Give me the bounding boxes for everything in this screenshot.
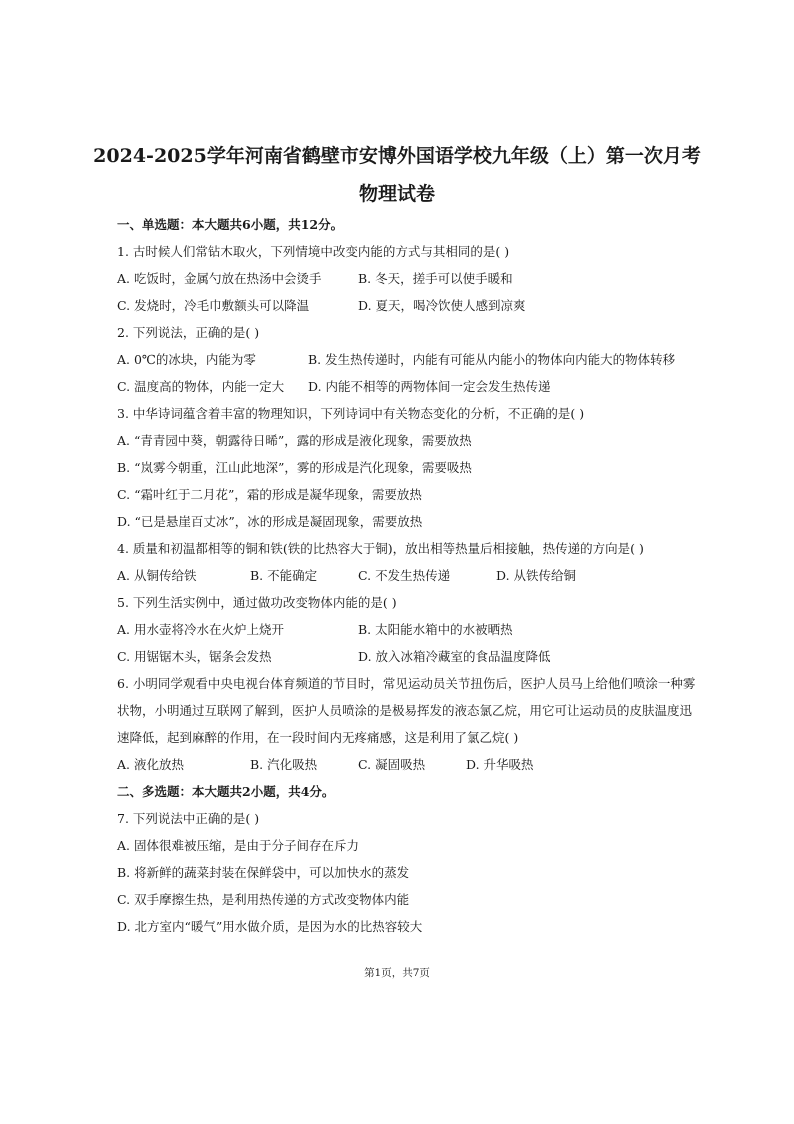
question-7-option-a: A. 固体很难被压缩，是由于分子间存在斥力 (117, 838, 359, 853)
question-5-option-a: A. 用水壶将冷水在火炉上烧开 (117, 622, 284, 637)
question-5-option-d: D. 放入冰箱冷藏室的食品温度降低 (358, 649, 551, 664)
question-1-option-b: B. 冬天，搓手可以使手暖和 (358, 271, 513, 286)
question-4-option-b: B. 不能确定 (250, 568, 318, 583)
question-6-option-d: D. 升华吸热 (466, 757, 534, 772)
question-4-option-a: A. 从铜传给铁 (117, 568, 197, 583)
question-7-option-d: D. 北方室内“暖气”用水做介质，是因为水的比热容较大 (117, 919, 423, 934)
question-6-stem-line-1: 6. 小明同学观看中央电视台体育频道的节目时，常见运动员关节扭伤后，医护人员马上给他们喷涂一种雾 (117, 676, 696, 691)
question-5-option-c: C. 用锯锯木头，锯条会发热 (117, 649, 272, 664)
question-1-option-c: C. 发烧时，冷毛巾敷额头可以降温 (117, 298, 310, 313)
question-7-stem: 7. 下列说法中正确的是( ) (117, 811, 260, 826)
exam-title-line-2: 物理试卷 (358, 183, 435, 205)
question-4-option-d: D. 从铁传给铜 (496, 568, 577, 583)
question-6-option-c: C. 凝固吸热 (358, 757, 426, 772)
question-7-option-b: B. 将新鲜的蔬菜封装在保鲜袋中，可以加快水的蒸发 (117, 865, 410, 880)
question-2-option-d: D. 内能不相等的两物体间一定会发生热传递 (308, 379, 551, 394)
question-6-stem-line-2: 状物，小明通过互联网了解到，医护人员喷涂的是极易挥发的液态氯乙烷，用它可让运动员的皮肤温度迅 (117, 703, 693, 718)
question-7-option-c: C. 双手摩擦生热，是利用热传递的方式改变物体内能 (117, 892, 410, 907)
question-2-stem: 2. 下列说法，正确的是( ) (117, 325, 260, 340)
question-6-option-a: A. 液化放热 (117, 757, 184, 772)
question-1-stem: 1. 古时候人们常钻木取火，下列情境中改变内能的方式与其相同的是( ) (117, 244, 510, 259)
section-heading-single-choice: 一、单选题：本大题共6小题，共12分。 (117, 217, 344, 232)
exam-title-line-1: 2024-2025学年河南省鹤壁市安博外国语学校九年级（上）第一次月考 (93, 145, 701, 167)
question-6-option-b: B. 汽化吸热 (250, 757, 318, 772)
question-4-stem: 4. 质量和初温都相等的铜和铁(铁的比热容大于铜)，放出相等热量后相接触，热传递的方向是( ) (117, 541, 644, 556)
question-1-option-d: D. 夏天，喝冷饮使人感到凉爽 (358, 298, 526, 313)
question-2-option-b: B. 发生热传递时，内能有可能从内能小的物体向内能大的物体转移 (308, 352, 676, 367)
page-number-footer: 第1页，共7页 (364, 967, 430, 979)
question-3-option-c: C. “霜叶红于二月花”，霜的形成是凝华现象，需要放热 (117, 487, 422, 502)
question-3-option-a: A. “青青园中葵，朝露待日晞”，露的形成是液化现象，需要放热 (117, 433, 472, 448)
question-5-option-b: B. 太阳能水箱中的水被晒热 (358, 622, 513, 637)
section-heading-multiple-choice: 二、多选题：本大题共2小题，共4分。 (117, 784, 335, 799)
question-1-option-a: A. 吃饭时，金属勺放在热汤中会烫手 (117, 271, 322, 286)
question-3-option-b: B. “岚雾今朝重，江山此地深”，雾的形成是汽化现象，需要吸热 (117, 460, 472, 475)
question-6-stem-line-3: 速降低，起到麻醉的作用，在一段时间内无疼痛感，这是利用了氯乙烷( ) (117, 730, 519, 745)
question-4-option-c: C. 不发生热传递 (358, 568, 451, 583)
question-2-option-c: C. 温度高的物体，内能一定大 (117, 379, 285, 394)
question-3-option-d: D. “已是悬崖百丈冰”，冰的形成是凝固现象，需要放热 (117, 514, 423, 529)
question-5-stem: 5. 下列生活实例中，通过做功改变物体内能的是( ) (117, 595, 397, 610)
question-2-option-a: A. 0℃的冰块，内能为零 (117, 352, 256, 367)
question-3-stem: 3. 中华诗词蕴含着丰富的物理知识，下列诗词中有关物态变化的分析，不正确的是( ) (117, 406, 585, 421)
